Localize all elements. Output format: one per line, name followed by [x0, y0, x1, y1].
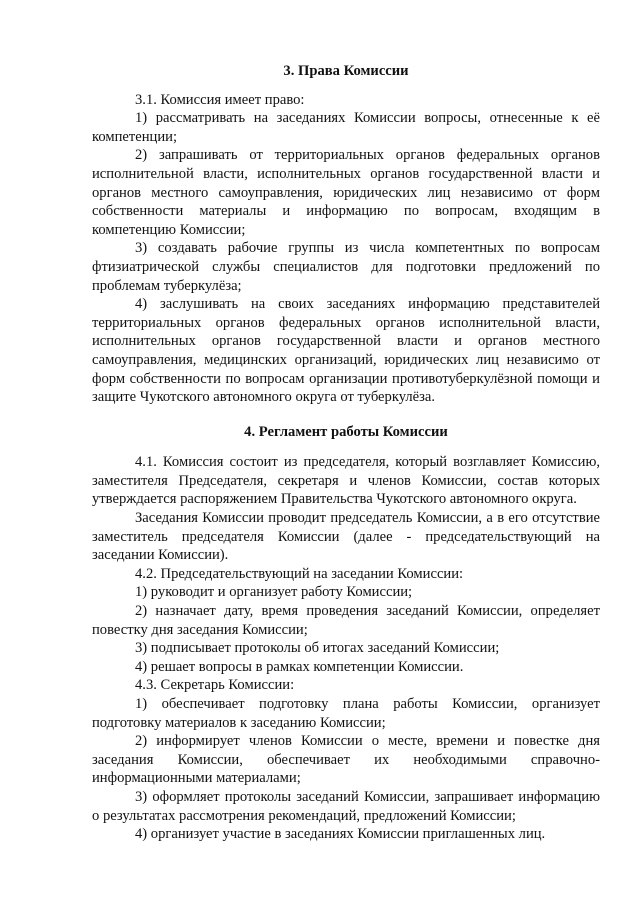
paragraph-4-3-item-4: 4) организует участие в заседаниях Комиссии приглашенных лиц.: [135, 826, 546, 843]
paragraph-4-3-item-3: 3) оформляет протоколы заседаний Комиссии, запрашивает информацию о результатах рассмотрения рекомендаций, предложений Комиссии;: [92, 788, 600, 824]
section-4-title: 4. Регламент работы Комиссии: [244, 423, 448, 440]
paragraph-3-1: 3.1. Комиссия имеет право:: [135, 91, 305, 108]
paragraph-4-3-item-2: 2) информирует членов Комиссии о месте, времени и повестке дня заседания Комиссии, обеспечивает их необходимыми справочно-информационными материалами;: [92, 733, 600, 787]
paragraph-4-3-item-1: 1) обеспечивает подготовку плана работы Комиссии, организует подготовку материалов к заседанию Комиссии;: [92, 696, 600, 731]
paragraph-3-1-item-2: 2) запрашивать от территориальных органов федеральных органов исполнительной власти, исполнительных органов государственной власти и органов местного самоуправления, юридических лиц независимо от форм собственности материалы и информацию по вопросам, входящим в компетенцию Комиссии;: [92, 147, 600, 238]
paragraph-3-1-item-4: 4) заслушивать на своих заседаниях информацию представителей территориальных органов федеральных органов исполнительной власти, исполнительных органов государственной власти и органов местного самоуправления, медицинских организаций, юридических лиц независимо от форм собственности по вопросам организации противотуберкулёзной помощи и защите Чукотского автономного округа от туберкулёза.: [92, 296, 600, 406]
paragraph-4-1: 4.1. Комиссия состоит из председателя, который возглавляет Комиссию, заместителя Председателя, секретаря и членов Комиссии, состав которых утверждается распоряжением Правительства Чукотского автономного округа.: [92, 454, 600, 508]
paragraph-4-2-item-4: 4) решает вопросы в рамках компетенции Комиссии.: [135, 658, 464, 675]
paragraph-4-2-item-2: 2) назначает дату, время проведения заседаний Комиссии, определяет повестку дня заседания Комиссии;: [92, 603, 600, 638]
section-3-title: 3. Права Комиссии: [283, 63, 409, 79]
paragraph-4-3: 4.3. Секретарь Комиссии:: [135, 677, 295, 694]
paragraph-3-1-item-3: 3) создавать рабочие группы из числа компетентных по вопросам фтизиатрической службы специалистов для подготовки предложений по проблемам туберкулёза;: [92, 240, 600, 294]
paragraph-3-1-item-1: 1) рассматривать на заседаниях Комиссии вопросы, отнесенные к её компетенции;: [92, 110, 600, 145]
paragraph-4-2-item-1: 1) руководит и организует работу Комиссии;: [135, 584, 413, 601]
paragraph-4-2-item-3: 3) подписывает протоколы об итогах заседаний Комиссии;: [135, 640, 500, 657]
paragraph-4-1-chair: Заседания Комиссии проводит председатель Комиссии, а в его отсутствие заместитель председателя Комиссии (далее - председательствующий на заседании Комиссии).: [92, 510, 600, 564]
paragraph-4-2: 4.2. Председательствующий на заседании Комиссии:: [135, 565, 464, 582]
